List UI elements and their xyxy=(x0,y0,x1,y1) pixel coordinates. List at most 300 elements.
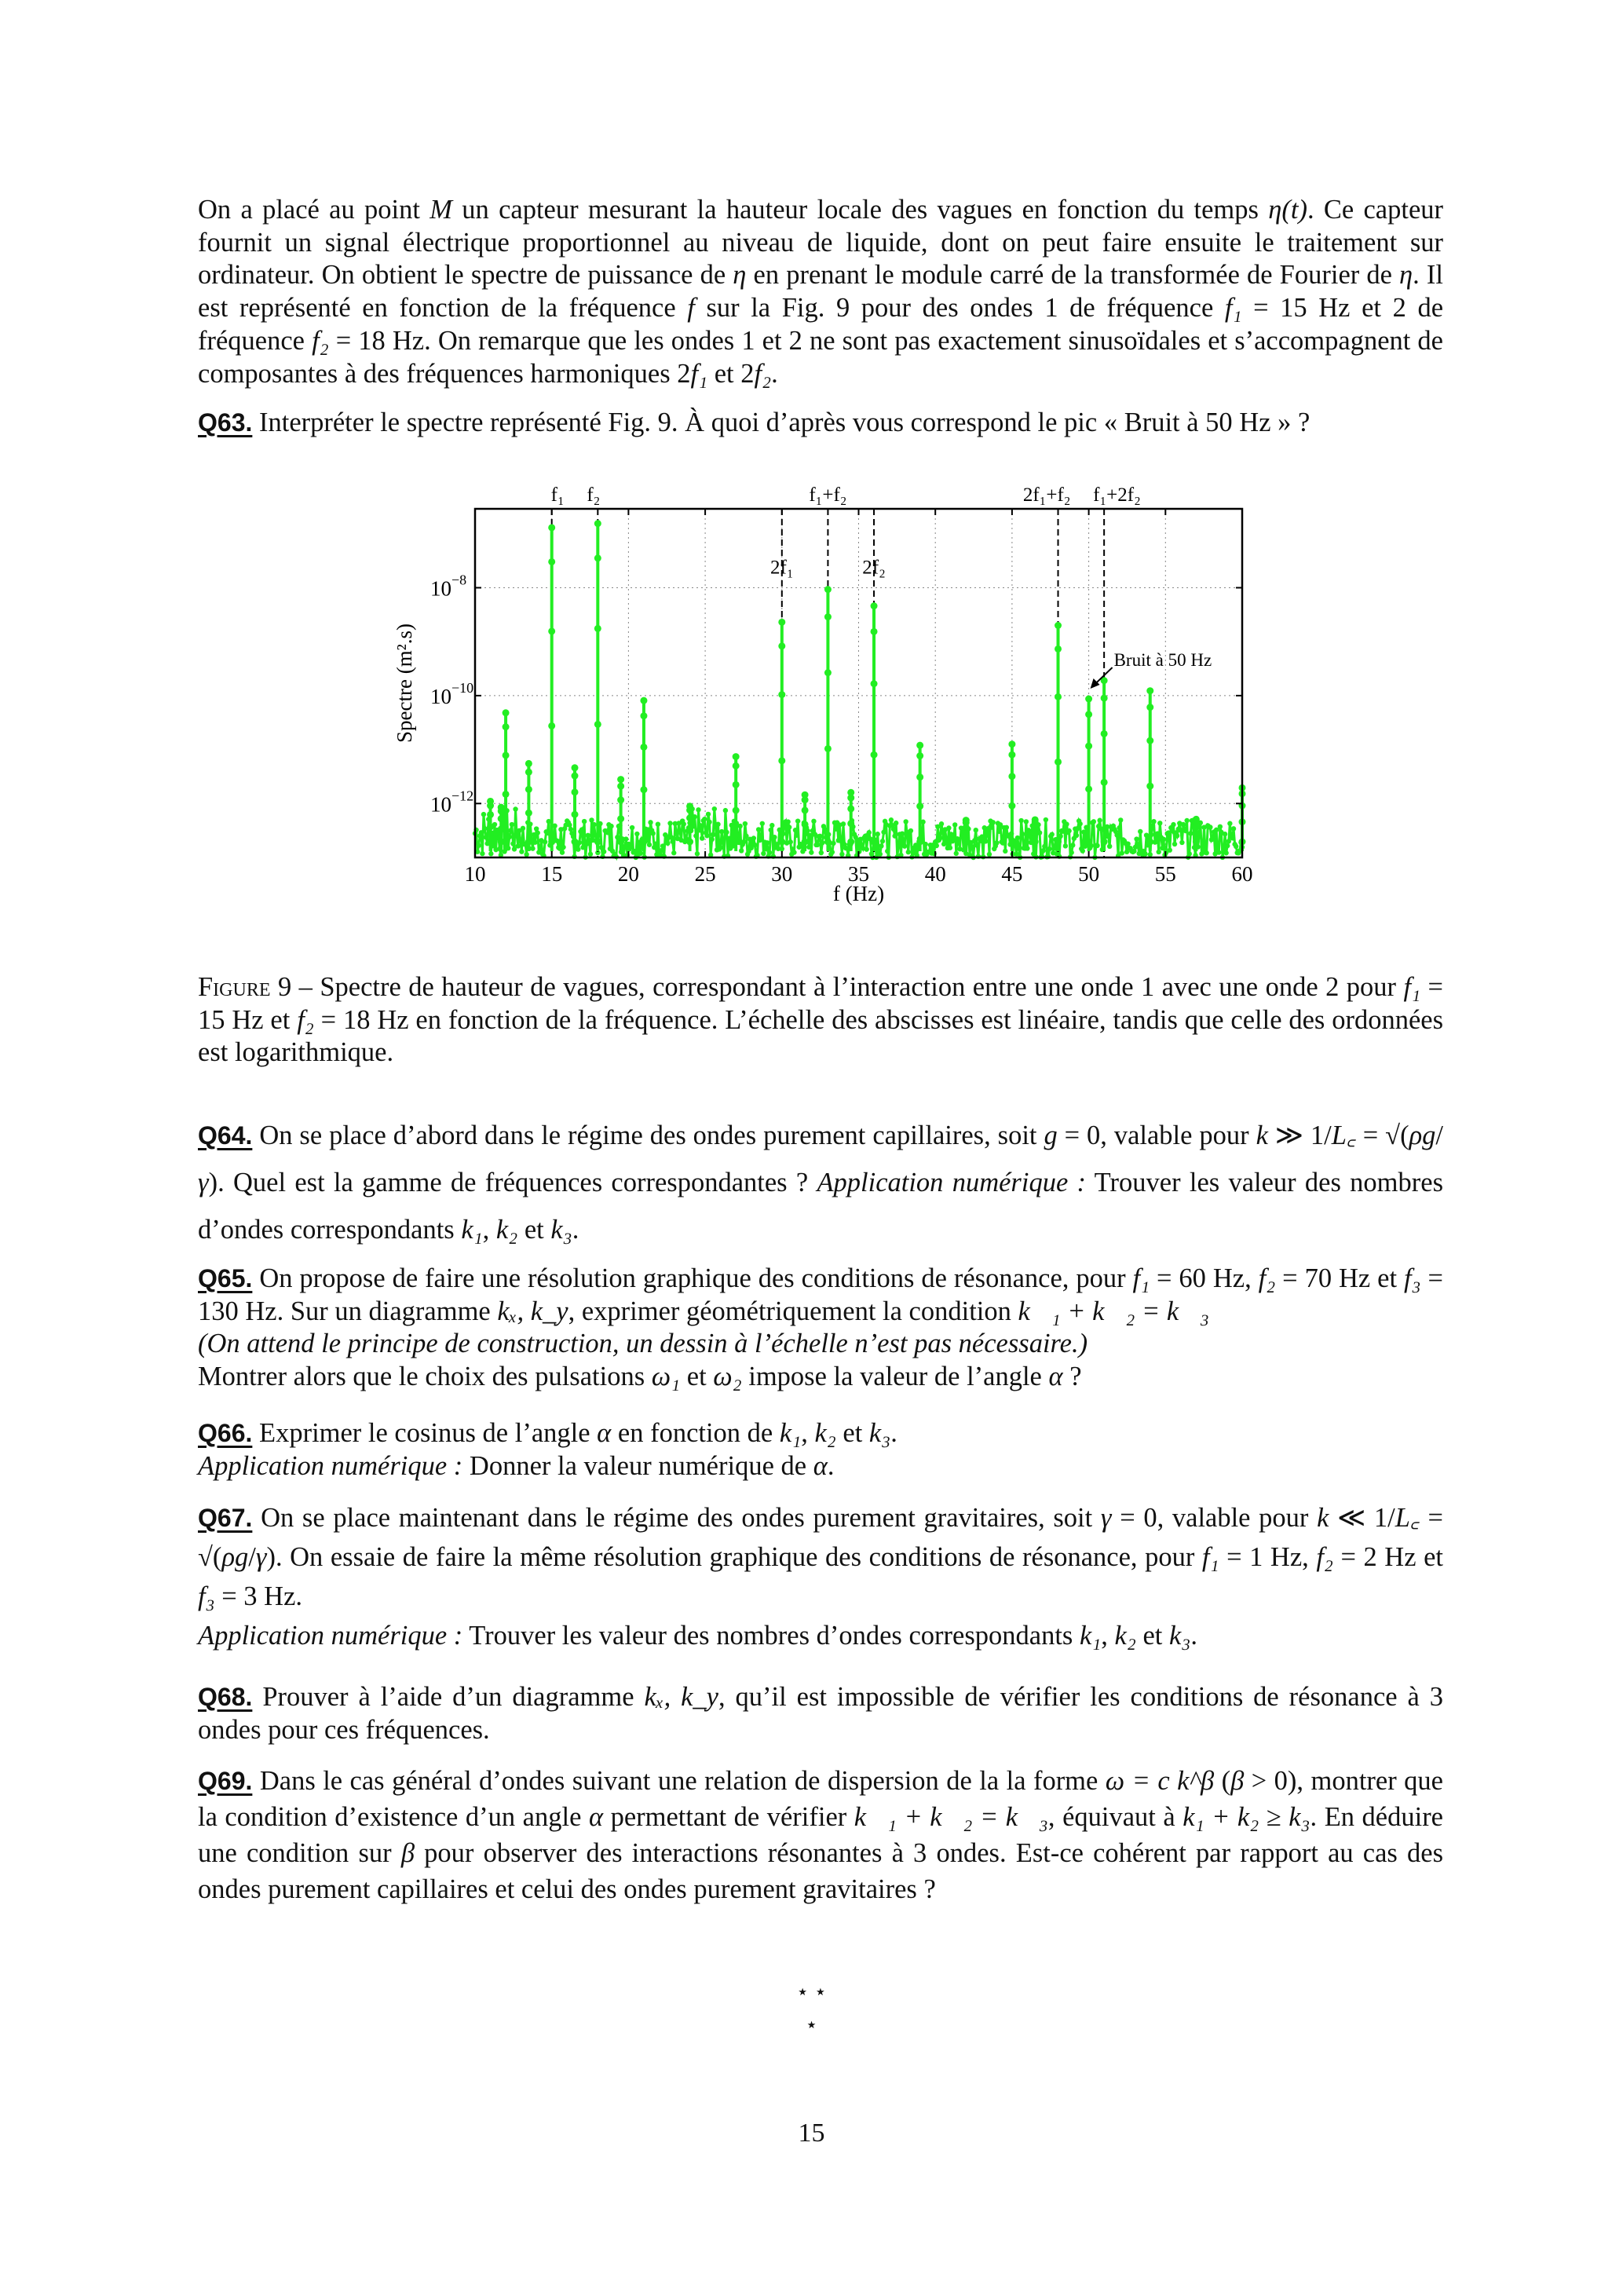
noise-point xyxy=(545,831,550,835)
noise-point xyxy=(741,839,746,844)
peak-point xyxy=(1193,823,1200,830)
peak-point xyxy=(594,839,601,846)
math-expression: α xyxy=(813,1450,828,1481)
question-q64 xyxy=(198,1112,1443,1253)
math-expression: η xyxy=(733,260,747,291)
noise-point xyxy=(1107,844,1112,849)
noise-point xyxy=(892,833,897,838)
text-run: On se place d’abord dans le régime des ondes purement capillaires, soit xyxy=(259,1121,1044,1150)
peak-point xyxy=(617,796,624,803)
text-run: / xyxy=(248,1542,256,1572)
noise-point xyxy=(1091,819,1096,824)
math-expression: ω₁ xyxy=(651,1362,681,1392)
noise-point xyxy=(760,821,765,826)
peak-point xyxy=(733,839,740,846)
noise-point xyxy=(648,820,652,824)
noise-point xyxy=(1227,821,1232,826)
noise-point xyxy=(530,846,535,850)
question-label: Q63. xyxy=(198,408,253,437)
noise-point xyxy=(1074,833,1079,838)
x-tick-label: 45 xyxy=(1001,862,1023,886)
peak-point xyxy=(1085,696,1092,703)
peak-point xyxy=(1101,779,1108,786)
noise-point xyxy=(934,843,939,848)
noise-point xyxy=(623,836,628,841)
text-run: et xyxy=(680,1362,714,1392)
noise-point xyxy=(671,850,676,855)
y-tick-base: 10 xyxy=(430,792,451,817)
math-expression: M xyxy=(430,195,452,225)
math-expression: k⃗₁ + k⃗₂ = k⃗₃ xyxy=(1018,1296,1209,1326)
x-tick-label: 35 xyxy=(848,862,869,886)
peak-point xyxy=(1032,824,1039,831)
noise-point xyxy=(1018,818,1023,823)
math-expression: kₓ, k_y xyxy=(644,1682,718,1712)
peak-point xyxy=(617,839,624,846)
question-text xyxy=(198,1766,1443,1904)
peak-point xyxy=(871,751,878,759)
question-q69 xyxy=(198,1763,1443,1907)
peak-point xyxy=(733,781,740,788)
noise-point xyxy=(878,852,883,857)
math-expression: k₂ xyxy=(1114,1621,1136,1651)
math-expression: γ xyxy=(198,1168,209,1197)
x-tick-label: 15 xyxy=(541,862,563,886)
peak-point xyxy=(503,709,510,716)
noise-point xyxy=(667,821,672,825)
noise-point xyxy=(628,844,633,849)
noise-point xyxy=(1069,850,1074,855)
peak-point xyxy=(1193,839,1200,846)
noise-point xyxy=(560,850,565,854)
noise-point xyxy=(1004,825,1009,830)
italic-text: Application numérique : xyxy=(198,1621,463,1651)
peak-point xyxy=(1146,839,1153,846)
noise-point xyxy=(772,835,777,839)
text-run: , qu’il est impossible de vérifier les conditions de résonance à 3 ondes pour ces fréquences. xyxy=(198,1682,1443,1745)
text-run: – Spectre de hauteur de vagues, correspondant à l’interaction entre une onde 1 avec une onde 2 pour xyxy=(291,972,1404,1002)
peak-point xyxy=(548,558,555,565)
noise-point xyxy=(806,845,811,850)
peak-point xyxy=(572,788,579,795)
text-run: . xyxy=(572,1215,579,1245)
peak-point xyxy=(847,839,854,846)
noise-point xyxy=(476,843,481,848)
noise-point xyxy=(948,846,952,850)
noise-point xyxy=(588,852,593,857)
noise-point xyxy=(693,833,698,838)
noise-point xyxy=(769,823,774,828)
noise-point xyxy=(1181,822,1186,827)
math-expression: γ xyxy=(1100,1503,1112,1533)
question-text xyxy=(198,1121,1443,1245)
noise-point xyxy=(521,826,525,831)
noise-point xyxy=(1016,846,1021,850)
math-expression: f₁ xyxy=(1403,972,1421,1002)
noise-point xyxy=(1106,834,1110,839)
noise-point xyxy=(484,835,488,839)
noise-point xyxy=(1095,843,1099,848)
text-run: en fonction de xyxy=(611,1418,780,1448)
noise-point xyxy=(700,835,704,840)
math-expression: f₁ xyxy=(690,358,708,389)
peak-point xyxy=(871,602,878,609)
peak-point xyxy=(525,810,532,817)
peak-point xyxy=(824,586,832,593)
harmonic-marker-label: 2f₁ xyxy=(770,557,794,579)
text-run: Exprimer le cosinus de l’angle xyxy=(259,1418,598,1448)
text-run: impose la valeur de l’angle xyxy=(741,1362,1049,1392)
noise-point xyxy=(815,843,820,847)
noise-point xyxy=(538,846,543,851)
peak-point xyxy=(686,839,693,846)
y-tick-label xyxy=(430,572,466,600)
peak-point xyxy=(498,815,505,822)
text-run: pour observer des interactions résonantes à 3 ondes. Est-ce cohérent par rapport au cas des ondes purement capillaires et celui des ondes purement gravitaires ? xyxy=(198,1838,1444,1904)
noise-point xyxy=(589,817,594,822)
noise-point xyxy=(665,841,670,846)
noise-point xyxy=(1225,843,1230,848)
math-expression: k₁ xyxy=(779,1418,802,1448)
noise-point xyxy=(656,821,660,826)
math-expression: k xyxy=(1317,1503,1329,1533)
noise-point xyxy=(1118,817,1123,822)
math-expression: γ xyxy=(255,1542,267,1572)
text-run: = √( xyxy=(1355,1121,1409,1150)
noise-point xyxy=(894,821,898,825)
peak-point xyxy=(847,820,854,827)
harmonic-marker-label: f₁ xyxy=(550,484,565,506)
noise-point xyxy=(482,826,487,831)
peak-point xyxy=(572,773,579,780)
page-number: 15 xyxy=(798,2119,825,2148)
harmonic-marker-label: f₁+2f₂ xyxy=(1093,484,1141,506)
noise-point xyxy=(1117,825,1121,830)
peak-point xyxy=(498,807,505,814)
noise-point xyxy=(1155,831,1160,835)
noise-point xyxy=(743,821,748,826)
question-label: Q64. xyxy=(198,1121,253,1150)
noise-point xyxy=(1230,835,1234,840)
noise-point xyxy=(1172,842,1177,846)
math-expression: ρg xyxy=(221,1542,249,1572)
noise-point xyxy=(1044,817,1048,822)
question-text xyxy=(198,1503,1443,1651)
noise-point xyxy=(1142,851,1147,856)
noise-point xyxy=(820,840,824,845)
noise-point xyxy=(479,830,484,835)
noise-point xyxy=(944,837,949,842)
y-tick-exponent: −10 xyxy=(451,679,474,696)
noise-point xyxy=(1204,850,1208,855)
peak-point xyxy=(617,776,624,783)
x-tick-label: 10 xyxy=(464,862,486,886)
noise-point xyxy=(769,828,773,832)
peak-point xyxy=(572,764,579,771)
math-expression: β xyxy=(1230,1766,1245,1796)
noise-point xyxy=(739,848,744,853)
math-expression: f₁ xyxy=(1132,1263,1150,1293)
noise-point xyxy=(989,824,994,829)
peak-point xyxy=(503,839,510,846)
noise-point xyxy=(956,839,961,844)
text-run: On a placé au point xyxy=(198,195,430,225)
noise-point xyxy=(885,849,890,854)
noise-point xyxy=(659,848,663,853)
noise-point xyxy=(638,851,643,856)
noise-point xyxy=(1050,832,1055,836)
peak-point xyxy=(548,627,555,634)
noise-point xyxy=(1015,835,1020,840)
peak-point xyxy=(503,791,510,798)
noise-point xyxy=(1157,850,1161,854)
noise-point xyxy=(1218,824,1223,829)
noise-point xyxy=(1075,826,1080,831)
math-expression: f₂ xyxy=(1258,1263,1276,1293)
peak-point xyxy=(498,825,505,832)
peak-point xyxy=(824,613,832,620)
noise-point xyxy=(946,825,951,830)
noise-point xyxy=(513,806,517,811)
section-stars-bottom: ⋆ xyxy=(805,2013,818,2036)
text-run: On propose de faire une résolution graphique des conditions de résonance, pour xyxy=(259,1263,1133,1293)
question-label: Q67. xyxy=(198,1504,253,1532)
noise-point xyxy=(696,807,700,812)
text-run: ). Quel est la gamme de fréquences correspondantes ? xyxy=(208,1168,817,1197)
text-run: et xyxy=(517,1215,551,1245)
text-run: On se place maintenant dans le régime des ondes purement gravitaires, soit xyxy=(261,1503,1101,1533)
text-run: un capteur mesurant la hauteur locale des vagues en fonction du temps xyxy=(451,195,1269,225)
noise-point xyxy=(514,833,519,838)
noise-point xyxy=(1184,818,1189,823)
peak-point xyxy=(1085,743,1092,750)
noise-point xyxy=(630,825,634,830)
peak-point xyxy=(1085,711,1092,718)
question-text xyxy=(259,408,1310,437)
y-axis-label: Spectre (m².s) xyxy=(393,623,416,744)
text-run: = 2 Hz et xyxy=(1332,1542,1443,1572)
annotation-label: Bruit à 50 Hz xyxy=(1113,650,1212,671)
noise-point xyxy=(726,836,731,841)
noise-point xyxy=(1231,826,1236,831)
noise-point xyxy=(634,832,639,836)
noise-point xyxy=(1187,851,1192,856)
italic-text: Application numérique : xyxy=(817,1168,1087,1197)
noise-point xyxy=(719,829,724,834)
peak-point xyxy=(525,760,532,767)
noise-point xyxy=(711,832,715,837)
text-run: sur la Fig. 9 pour des ondes 1 de fréquence xyxy=(694,293,1225,324)
peak-point xyxy=(572,839,579,846)
peak-point xyxy=(1055,839,1062,846)
noise-point xyxy=(889,817,894,822)
noise-point xyxy=(1025,846,1029,850)
noise-point xyxy=(1179,840,1184,845)
noise-point xyxy=(1020,832,1025,836)
noise-point xyxy=(1135,842,1140,846)
math-expression: f₃ xyxy=(198,1581,215,1611)
noise-point xyxy=(1120,850,1124,855)
noise-point xyxy=(875,832,880,836)
peak-point xyxy=(487,803,494,810)
question-q63 xyxy=(198,407,1443,440)
text-run: Interpréter le spectre représenté Fig. 9. À quoi d’après vous correspond le pic « Bruit à 50 Hz » ? xyxy=(259,408,1310,437)
text-run: Montrer alors que le choix des pulsations xyxy=(198,1362,652,1392)
math-expression: kₓ, k_y xyxy=(497,1296,568,1326)
peak-point xyxy=(1008,751,1015,759)
noise-point xyxy=(896,843,901,848)
noise-point xyxy=(1188,831,1193,835)
noise-point xyxy=(516,843,521,848)
peak-point xyxy=(778,839,785,846)
noise-point xyxy=(908,828,913,833)
y-tick-base: 10 xyxy=(430,684,451,708)
noise-point xyxy=(987,852,992,857)
noise-point xyxy=(761,851,766,856)
noise-point xyxy=(819,850,824,855)
math-expression: k⃗₁ + k⃗₂ = k⃗₃ xyxy=(854,1802,1048,1832)
peak-point xyxy=(847,805,854,812)
peak-point xyxy=(824,745,832,752)
text-run: = 60 Hz, xyxy=(1150,1263,1259,1293)
noise-point xyxy=(718,845,722,850)
peak-point xyxy=(1101,839,1108,846)
text-run: . xyxy=(827,1450,835,1481)
y-tick-exponent: −12 xyxy=(451,788,474,804)
noise-point xyxy=(1157,821,1162,825)
noise-point xyxy=(900,832,905,836)
x-tick-label: 30 xyxy=(771,862,793,886)
section-stars-top: ⋆ ⋆ xyxy=(795,1980,828,2003)
peak-point xyxy=(778,691,785,698)
noise-point xyxy=(765,840,769,845)
peak-point xyxy=(916,742,923,749)
noise-point xyxy=(994,840,999,845)
peak-point xyxy=(778,642,785,649)
math-expression: α xyxy=(588,1802,604,1832)
peak-point xyxy=(503,723,510,730)
math-expression: ω = c k^β xyxy=(1105,1766,1215,1796)
peak-point xyxy=(1101,730,1108,737)
peak-point xyxy=(847,795,854,802)
x-tick-label: 40 xyxy=(924,862,946,886)
noise-point xyxy=(1042,844,1047,849)
peak-point xyxy=(487,823,494,830)
text-run: . Il est représenté en fonction de la fréquence xyxy=(198,260,1443,324)
noise-point xyxy=(949,832,953,836)
x-tick-label: 20 xyxy=(617,862,639,886)
y-tick-label xyxy=(430,788,473,816)
noise-point xyxy=(1066,828,1071,833)
noise-point xyxy=(532,840,537,845)
peak-point xyxy=(487,811,494,818)
noise-point xyxy=(795,818,800,823)
text-run: = 15 Hz et xyxy=(198,972,1443,1035)
noise-point xyxy=(974,843,979,847)
peak-point xyxy=(525,786,532,793)
peak-point xyxy=(802,796,809,803)
noise-point xyxy=(678,829,682,834)
math-expression: L꜀ xyxy=(1331,1121,1356,1150)
question-text xyxy=(198,1263,1443,1391)
noise-point xyxy=(1171,822,1175,827)
question-label: Q68. xyxy=(198,1683,253,1711)
noise-point xyxy=(756,827,761,832)
noise-point xyxy=(791,850,796,854)
text-run: = 18 Hz en fonction de la fréquence. L’échelle des abscisses est linéaire, tandis que celle des ordonnées est logarithmique. xyxy=(198,1004,1443,1068)
x-tick-label: 55 xyxy=(1154,862,1176,886)
peak-point xyxy=(1032,830,1039,837)
peak-point xyxy=(525,839,532,846)
noise-point xyxy=(1160,846,1164,850)
noise-point xyxy=(939,821,944,826)
peak-point xyxy=(802,806,809,813)
peak-point xyxy=(963,839,970,846)
noise-point xyxy=(785,819,790,824)
noise-point xyxy=(653,842,658,846)
noise-point xyxy=(1063,843,1068,848)
noise-point xyxy=(724,830,729,835)
math-expression: f₃ xyxy=(1404,1263,1421,1293)
noise-point xyxy=(706,812,711,817)
peak-point xyxy=(686,814,693,821)
peak-point xyxy=(1008,773,1015,780)
noise-point xyxy=(830,850,835,854)
x-tick-label: 25 xyxy=(694,862,716,886)
peak-point xyxy=(1146,687,1153,694)
peak-point xyxy=(686,806,693,813)
text-run: ≫ 1/ xyxy=(1267,1121,1332,1150)
noise-point xyxy=(1097,818,1102,823)
text-run: = 70 Hz et xyxy=(1275,1263,1405,1293)
text-run: , exprimer géométriquement la condition xyxy=(568,1296,1018,1326)
noise-point xyxy=(788,839,793,844)
peak-point xyxy=(640,744,647,751)
peak-point xyxy=(1032,839,1039,846)
y-tick-label xyxy=(430,680,473,708)
peak-point xyxy=(916,773,923,781)
math-expression: k₁ + k₂ ≥ k₃ xyxy=(1183,1802,1310,1832)
noise-point xyxy=(1153,836,1158,841)
peak-point xyxy=(1008,839,1015,846)
noise-point xyxy=(721,839,726,844)
noise-point xyxy=(891,827,896,832)
noise-point xyxy=(906,850,911,854)
noise-point xyxy=(1070,843,1075,847)
peak-point xyxy=(778,619,785,626)
noise-point xyxy=(1183,828,1188,833)
question-label: Q66. xyxy=(198,1419,253,1447)
noise-point xyxy=(682,821,686,826)
text-run: et 2 xyxy=(707,358,755,389)
text-run: = 130 Hz. Sur un diagramme xyxy=(198,1263,1444,1326)
noise-point xyxy=(831,841,835,846)
peak-point xyxy=(778,757,785,764)
noise-point xyxy=(867,830,872,835)
text-run: ). On essaie de faire la même résolution graphique des conditions de résonance, pour xyxy=(266,1542,1202,1572)
question-label: Q69. xyxy=(198,1767,253,1795)
math-expression: g xyxy=(1044,1121,1058,1150)
peak-point xyxy=(1008,740,1015,748)
peak-point xyxy=(963,830,970,837)
noise-point xyxy=(1161,837,1166,842)
noise-point xyxy=(586,833,590,838)
noise-point xyxy=(979,834,984,839)
question-text xyxy=(198,1418,897,1481)
math-expression: f₂ xyxy=(754,358,772,389)
noise-point xyxy=(601,849,606,854)
noise-point xyxy=(579,827,584,832)
